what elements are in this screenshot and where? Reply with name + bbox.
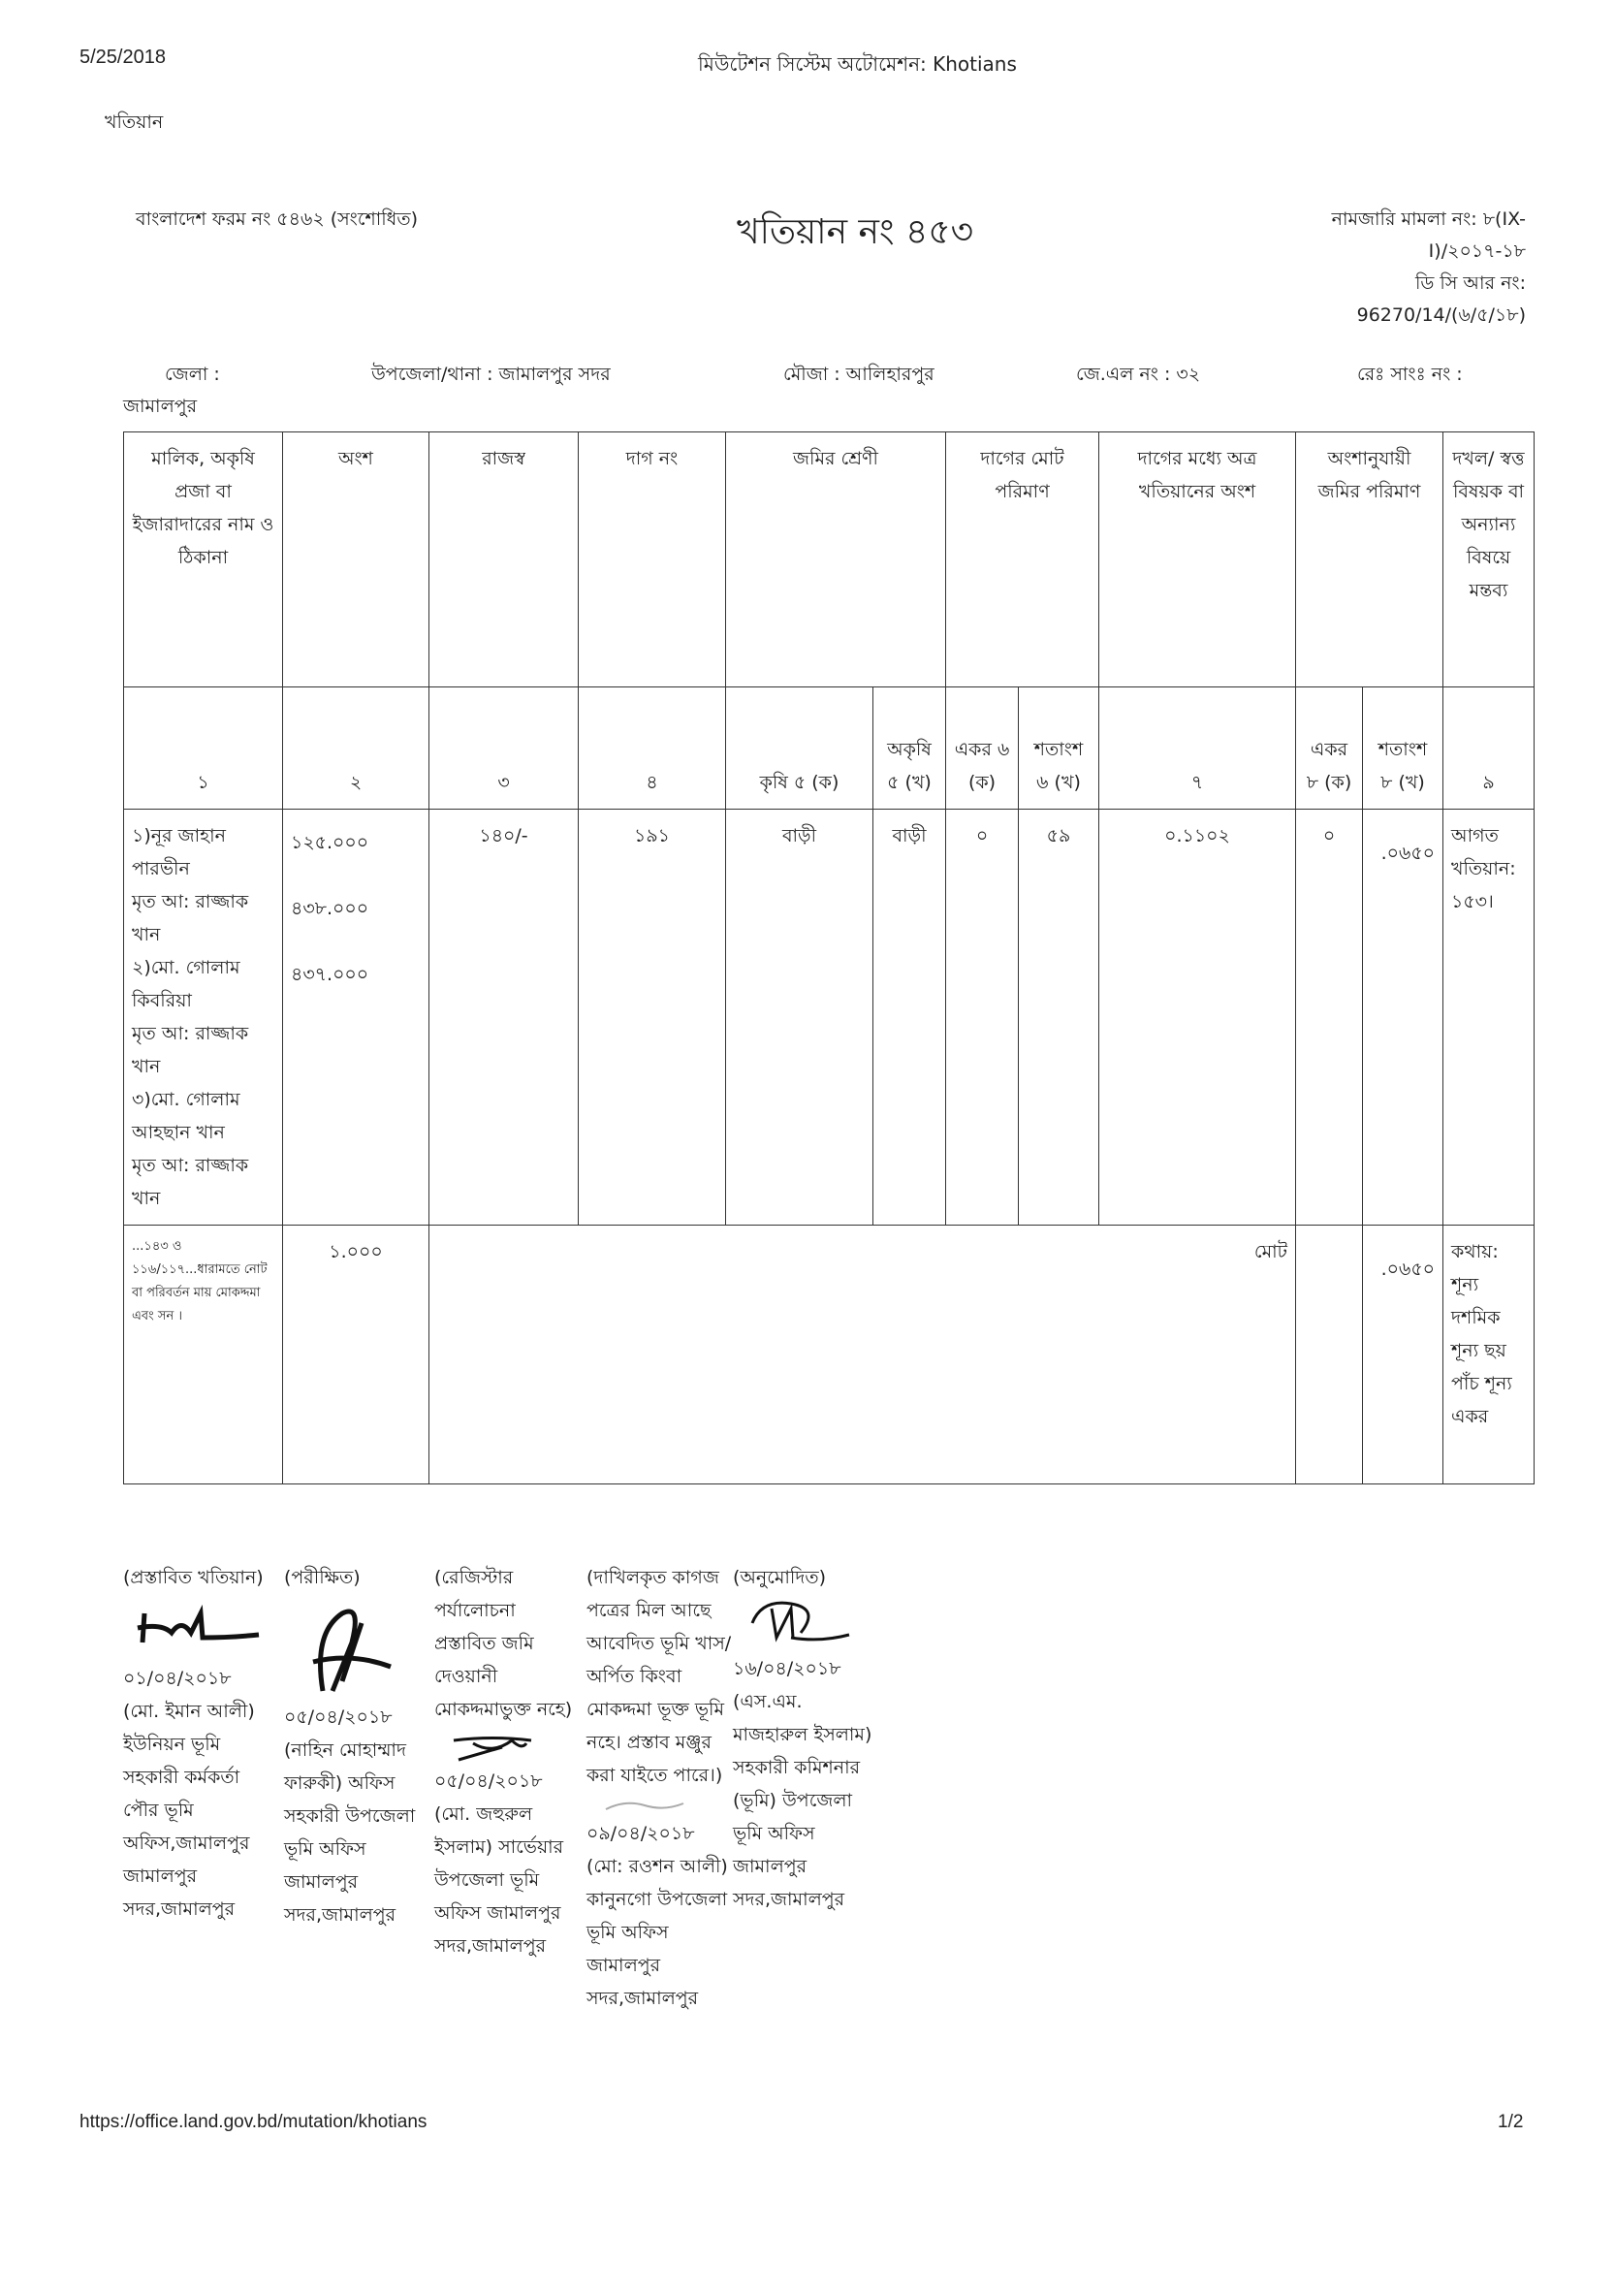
- subheader: ৯: [1443, 687, 1535, 810]
- owner-line: মৃত আ: রাজ্জাক খান: [132, 1023, 249, 1077]
- signature-role: (দাখিলকৃত কাগজ পত্রের মিল আছে আবেদিত ভূমি খাস/ অর্পিত কিংবা মোকদ্দমা ভূক্ত ভূমি নহে। প্রস্তাব মঞ্জুর করা যাইতে পারে।): [586, 1567, 732, 1786]
- subheader: ৩: [429, 687, 579, 810]
- share-value: ৪৩৮.০০০: [291, 898, 369, 919]
- agri-cell: বাড়ী: [726, 810, 873, 1226]
- nonagri-cell: বাড়ী: [873, 810, 946, 1226]
- header-dag-total: দাগের মোট পরিমাণ: [946, 432, 1099, 687]
- signature-image: [123, 1594, 269, 1662]
- percent6-cell: ৫৯: [1019, 810, 1099, 1226]
- header-dag: দাগ নং: [579, 432, 726, 687]
- table-row: [124, 810, 1535, 1226]
- jl-number: জে.এল নং : ৩২: [1076, 364, 1201, 385]
- print-date: 5/25/2018: [79, 47, 166, 68]
- signatory-details: (নাহিন মোহাম্মাদ ফারুকী) অফিস সহকারী উপজেলা ভূমি অফিস জামালপুর সদর,জামালপুর: [284, 1739, 416, 1926]
- page-url: https://office.land.gov.bd/mutation/khotians: [79, 2112, 428, 2132]
- header-portion: দাগের মধ্যে অত্র খতিয়ানের অংশ: [1099, 432, 1296, 687]
- header-remarks: দখল/ স্বত্ত বিষয়ক বা অন্যান্য বিষয়ে মন্তব্য: [1443, 432, 1535, 687]
- signature-block-2: [284, 1561, 429, 1931]
- signature-block-1: [123, 1561, 269, 1926]
- subheader: ১: [124, 687, 283, 810]
- dcr-number: 96270/14/(৬/৫/১৮): [1356, 304, 1526, 326]
- district-label: জেলা :: [165, 364, 220, 385]
- signature-block-3: [434, 1561, 580, 1962]
- table-subheader-row: [124, 687, 1535, 810]
- upazila: উপজেলা/থানা : জামালপুর সদর: [371, 364, 611, 385]
- mouza: মৌজা : আলিহারপুর: [783, 364, 934, 385]
- acre-total-cell: [1296, 1226, 1363, 1484]
- header-share: অংশ: [283, 432, 429, 687]
- table-total-row: [124, 1226, 1535, 1484]
- signatory-details: (এস.এম. মাজহারুল ইসলাম) সহকারী কমিশনার (ভূমি) উপজেলা ভূমি অফিস জামালপুর সদর,জামালপুর: [733, 1691, 872, 1910]
- signature-image: [586, 1792, 732, 1817]
- signature-role: (অনুমোদিত): [733, 1567, 826, 1588]
- signatory-details: (মো. জহুরুল ইসলাম) সার্ভেয়ার উপজেলা ভূমি অফিস জামালপুর সদর,জামালপুর: [434, 1803, 564, 1957]
- share-total-cell: ১.০০০: [283, 1226, 429, 1484]
- table-header-row: [124, 432, 1535, 687]
- remark-cell: আগত খতিয়ান: ১৫৩।: [1443, 810, 1535, 1226]
- owner-line: মৃত আ: রাজ্জাক খান: [132, 1155, 249, 1209]
- signature-date: ০৫/০৪/২০১৮: [434, 1770, 543, 1792]
- khatian-table: [123, 431, 1535, 1484]
- subheader: একর ৬ (ক): [946, 687, 1019, 810]
- words-cell: কথায়: শূন্য দশমিক শূন্য ছয় পাঁচ শূন্য একর: [1443, 1226, 1535, 1484]
- signature-role: (প্রস্তাবিত খতিয়ান): [123, 1567, 264, 1588]
- form-number: বাংলাদেশ ফরম নং ৫৪৬২ (সংশোধিত): [136, 208, 418, 230]
- revenue-cell: ১৪০/-: [429, 810, 579, 1226]
- case-line-2: I)/২০১৭-১৮: [1428, 240, 1526, 262]
- acre8-cell: ০: [1296, 810, 1363, 1226]
- dag-cell: ১৯১: [579, 810, 726, 1226]
- case-line-1: নামজারি মামলা নং: ৮(IX-: [1331, 208, 1526, 230]
- header-land-class: জমির শ্রেণী: [726, 432, 946, 687]
- signature-date: ০১/০৪/২০১৮: [123, 1668, 232, 1689]
- signature-role: (রেজিস্টার পর্যালোচনা প্রস্তাবিত জমি দেওয়ানী মোকদ্দমাভুক্ত নহে): [434, 1567, 573, 1720]
- acre6-cell: ০: [946, 810, 1019, 1226]
- owner-line: ২)মো. গোলাম কিবরিয়া: [132, 957, 240, 1011]
- percent8-cell: .০৬৫০: [1363, 810, 1443, 1226]
- share-value: ৪৩৭.০০০: [291, 964, 369, 985]
- page-number: 1/2: [1498, 2112, 1524, 2132]
- signature-date: ০৯/০৪/২০১৮: [586, 1823, 695, 1844]
- header-owner: মালিক, অকৃষি প্রজা বা ইজারাদারের নাম ও ঠিকানা: [124, 432, 283, 687]
- total-label: মোট: [429, 1226, 1296, 1484]
- header-revenue: রাজস্ব: [429, 432, 579, 687]
- shares-cell: [283, 810, 429, 1226]
- signature-date: ০৫/০৪/২০১৮: [284, 1706, 393, 1728]
- register-number: রেঃ সাংঃ নং :: [1357, 364, 1463, 385]
- case-info: [1332, 204, 1526, 332]
- subheader: ৭: [1099, 687, 1296, 810]
- signature-block-4: [586, 1561, 732, 2015]
- page-header-title: মিউটেশন সিস্টেম অটোমেশন: Khotians: [698, 52, 1017, 76]
- subheader: কৃষি ৫ (ক): [726, 687, 873, 810]
- signature-image: [434, 1726, 580, 1765]
- subheader: একর ৮ (ক): [1296, 687, 1363, 810]
- header-land-amount: অংশানুযায়ী জমির পরিমাণ: [1296, 432, 1443, 687]
- owner-line: ৩)মো. গোলাম আহছান খান: [132, 1089, 240, 1143]
- signature-role: (পরীক্ষিত): [284, 1567, 361, 1588]
- subheader: শতাংশ ৮ (খ): [1363, 687, 1443, 810]
- document-label: খতিয়ান: [105, 112, 164, 133]
- signatory-details: (মো: রওশন আলী) কানুনগো উপজেলা ভূমি অফিস জামালপুর সদর,জামালপুর: [586, 1856, 728, 2009]
- dcr-label: ডি সি আর নং:: [1414, 272, 1526, 294]
- share-value: ১২৫.০০০: [291, 832, 369, 853]
- signature-date: ১৬/০৪/২০১৮: [733, 1658, 841, 1679]
- khatian-title: খতিয়ান নং ৪৫৩: [737, 212, 974, 252]
- district-value: জামালপুর: [123, 396, 198, 417]
- owners-cell: [124, 810, 283, 1226]
- subheader: ৪: [579, 687, 726, 810]
- footnote-cell: ...১৪৩ ও ১১৬/১১৭...ধারামতে নোট বা পরিবর্তন মায় মোকদ্দমা এবং সন ।: [124, 1226, 283, 1484]
- subheader: শতাংশ ৬ (খ): [1019, 687, 1099, 810]
- subheader: ২: [283, 687, 429, 810]
- signatory-details: (মো. ইমান আলী) ইউনিয়ন ভূমি সহকারী কর্মকর্তা পৌর ভূমি অফিস,জামালপুর জামালপুর সদর,জামালপুর: [123, 1701, 255, 1920]
- owner-line: মৃত আ: রাজ্জাক খান: [132, 891, 249, 945]
- signature-image: [284, 1594, 429, 1701]
- signature-image: [733, 1594, 878, 1652]
- signature-block-5: [733, 1561, 878, 1916]
- subheader: অকৃষি ৫ (খ): [873, 687, 946, 810]
- district: [165, 359, 220, 391]
- portion-cell: ০.১১০২: [1099, 810, 1296, 1226]
- owner-line: ১)নূর জাহান পারভীন: [132, 825, 226, 879]
- percent-total-cell: .০৬৫০: [1363, 1226, 1443, 1484]
